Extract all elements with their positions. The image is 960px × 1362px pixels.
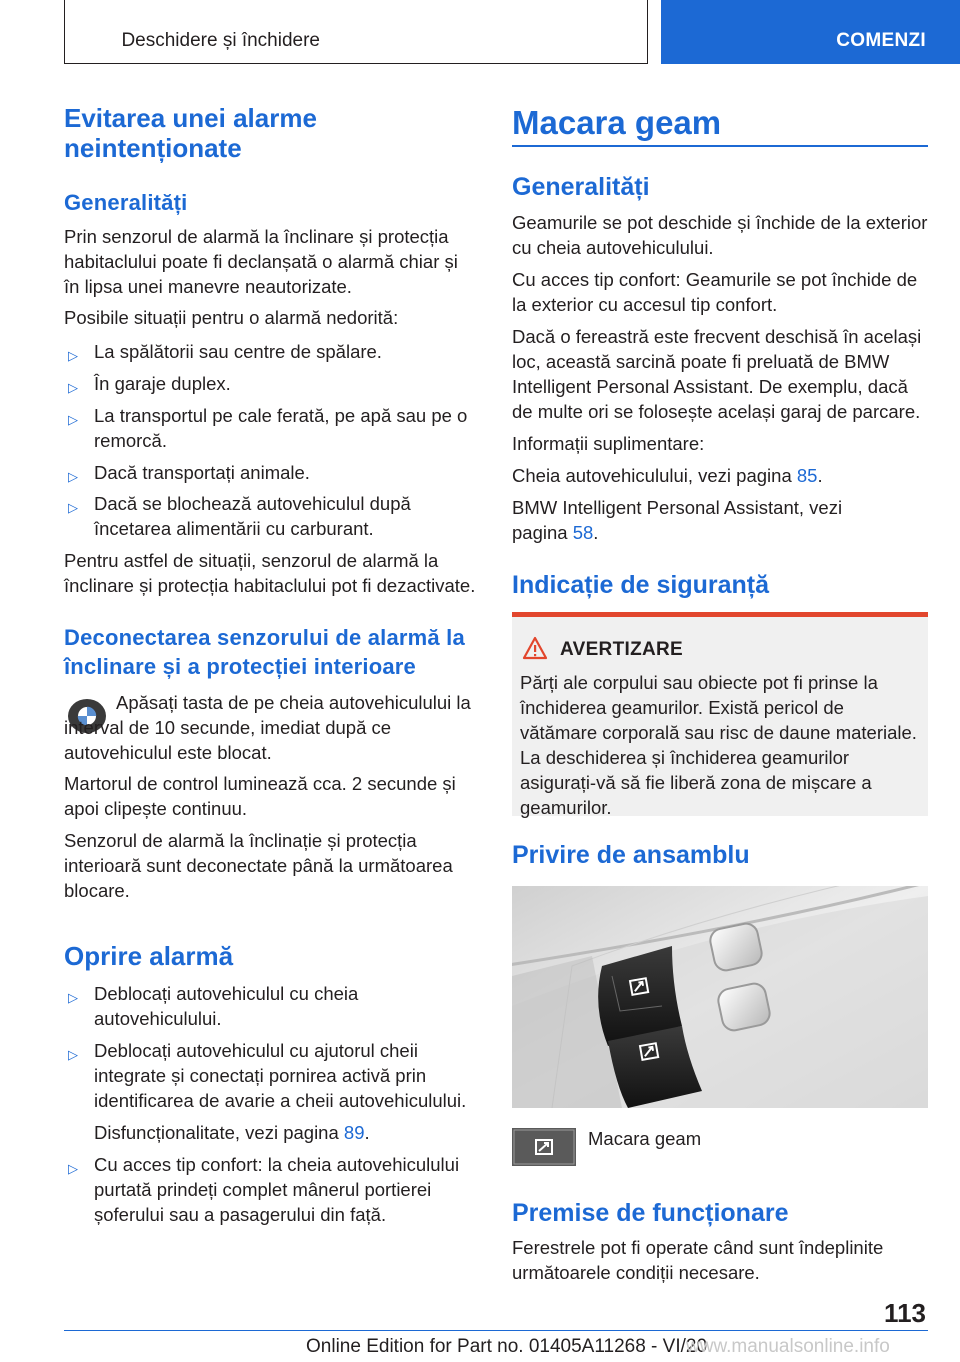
bullet-triangle-icon: ▷ [68, 469, 78, 484]
bullet-triangle-icon: ▷ [68, 1161, 78, 1176]
list-item: ▷ Deblocați autovehiculul cu ajutorul cheii integrate și conectați pornirea activă prin identificarea de avarie a cheii autovehiculului. [68, 1040, 467, 1111]
bullet-triangle-icon: ▷ [68, 500, 78, 515]
bullet-triangle-icon: ▷ [68, 380, 78, 395]
window-switch-photo [512, 886, 928, 1108]
warning-title: AVERTIZARE [560, 639, 683, 660]
warning-bar [512, 612, 928, 617]
list-item: ▷ La transportul pe cale ferată, pe apă sau pe o remorcă. [68, 405, 468, 451]
paragraph: Informații suplimentare: [512, 433, 705, 454]
chapter-tab[interactable] [661, 0, 960, 64]
footer-rule [64, 1330, 928, 1331]
paragraph: Apăsați tasta de pe cheia autovehiculului la interval de 10 secunde, imediat după ce autovehiculul este blocat. [64, 692, 471, 763]
warning-triangle-icon [522, 636, 548, 665]
paragraph: Martorul de control luminează cca. 2 secunde și apoi clipește continuu. [64, 773, 456, 819]
page-number: 113 [884, 1298, 926, 1328]
list-item: ▷ În garaje duplex. [64, 371, 478, 396]
bullet-triangle-icon: ▷ [68, 1047, 78, 1062]
page-link[interactable]: 89 [343, 1122, 365, 1143]
footer-edition: Online Edition for Part no. 01405A11268 - VI/20 [306, 1336, 708, 1357]
window-switch-icon [512, 1128, 576, 1166]
paragraph: Dacă o fereastră este frecvent deschisă în același loc, această sarcină poate fi preluată de BMW Intelligent Personal Assistant. De exemplu, dacă de multe ori se folosește același garaj de parcare. [512, 326, 922, 422]
paragraph-reference: Disfuncționalitate, vezi pagina 89. [94, 1122, 370, 1143]
page-link[interactable]: 85 [796, 465, 818, 486]
paragraph: Pentru astfel de situații, senzorul de alarmă la înclinare și protecția habitaclului pot fi dezactivate. [64, 550, 476, 596]
watermark: www.manualsonline.info [686, 1336, 890, 1357]
paragraph: Senzorul de alarmă la înclinație și protecția interioară sunt deconectate până la următoarea blocare. [64, 830, 453, 901]
header-frame [64, 0, 648, 64]
paragraph: Prin senzorul de alarmă la înclinare și protecția habitaclului poate fi declanșată o alarmă chiar și în lipsa unei manevre neautorizate. [64, 226, 458, 297]
figure-caption: Macara geam [588, 1128, 702, 1149]
subheading-generalities: Generalități [512, 173, 650, 201]
list-item: ▷ Dacă transportați animale. [64, 460, 478, 485]
list-item: ▷ Dacă se blochează autovehiculul după încetarea alimentării cu carburant. [68, 493, 411, 539]
paragraph-reference: Cheia autovehiculului, vezi pagina 85. [512, 465, 823, 486]
subheading-preconditions: Premise de funcționare [512, 1199, 789, 1227]
paragraph: Ferestrele pot fi operate când sunt îndeplinite următoarele condiții necesare. [512, 1237, 884, 1283]
section-heading-alarm-off: Oprire alarmă [64, 941, 234, 971]
section-title: Deschidere și închidere [121, 30, 320, 51]
list-item: ▷ Deblocați autovehiculul cu cheia autovehiculului. [68, 983, 359, 1029]
warning-text: Părți ale corpului sau obiecte pot fi prinse la închiderea geamurilor. Există pericol de vătămare corporală sau risc de daune materiale. La deschiderea și închiderea geamurilor asigurați-vă să fie liberă zona de mișcare a geamurilor. [520, 672, 917, 818]
title-rule [512, 145, 928, 147]
subheading-disable-sensor: Deconectarea senzorului de alarmă la înclinare și a protecției interioare [64, 625, 465, 679]
subheading-safety: Indicație de siguranță [512, 571, 770, 599]
list-item: ▷ La spălătorii sau centre de spălare. [64, 339, 478, 364]
subheading-generalities: Generalități [64, 190, 188, 215]
bullet-triangle-icon: ▷ [68, 412, 78, 427]
paragraph: Posibile situații pentru o alarmă nedorită: [64, 307, 399, 328]
paragraph: Geamurile se pot deschide și închide de la exterior cu cheia autovehiculului. [512, 212, 928, 258]
paragraph-reference: BMW Intelligent Personal Assistant, vezi pagina 58. [512, 497, 843, 543]
subheading-overview: Privire de ansamblu [512, 841, 750, 869]
page-link[interactable]: 58 [572, 522, 594, 543]
list-item: ▷ Cu acces tip confort: la cheia autovehiculului purtată prindeți complet mânerul portierei șoferului sau a pasagerului din față. [68, 1154, 460, 1225]
chapter-title: Macara geam [512, 104, 722, 141]
bullet-triangle-icon: ▷ [68, 348, 78, 363]
section-heading: Evitarea unei alarme neintenționate [64, 103, 317, 163]
bullet-triangle-icon: ▷ [68, 990, 78, 1005]
chapter-tab-label: COMENZI [836, 30, 926, 51]
paragraph: Cu acces tip confort: Geamurile se pot închide de la exterior cu accesul tip confort. [512, 269, 918, 315]
warning-box [512, 612, 928, 816]
